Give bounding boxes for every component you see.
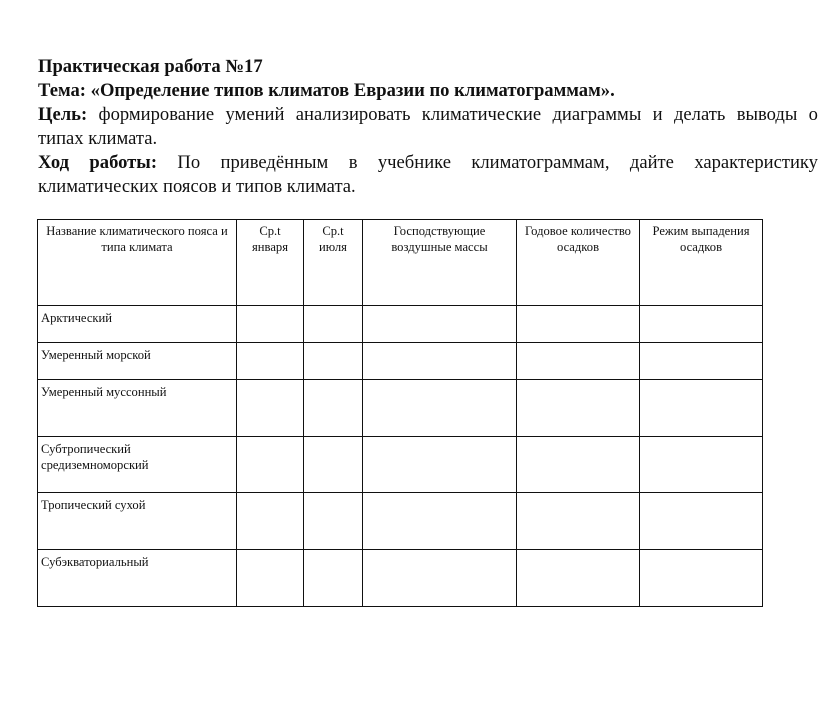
cell-jan[interactable]	[237, 343, 304, 380]
document-title: Практическая работа №17	[38, 56, 263, 77]
cell-regime[interactable]	[640, 343, 763, 380]
cell-air[interactable]	[363, 306, 517, 343]
climate-table	[37, 219, 763, 607]
cell-jan[interactable]	[237, 306, 304, 343]
goal-label: Цель:	[38, 104, 88, 125]
table-row	[38, 306, 763, 343]
cell-annual[interactable]	[517, 306, 640, 343]
cell-air[interactable]	[363, 437, 517, 493]
goal-text-1: формирование умений анализировать климатические диаграммы и делать выводы о	[98, 104, 818, 125]
table-row	[38, 343, 763, 380]
header-precip-regime: Режим выпадения осадков	[640, 220, 763, 306]
cell-regime[interactable]	[640, 380, 763, 437]
cell-jan[interactable]	[237, 380, 304, 437]
cell-annual[interactable]	[517, 380, 640, 437]
header-climate-name: Название климатического пояса и типа климата	[38, 220, 237, 306]
cell-air[interactable]	[363, 550, 517, 607]
row-name-subtropical-mediterranean: Субтропический средиземноморский	[38, 437, 237, 493]
progress-line-1	[38, 151, 818, 175]
table-header-row	[38, 220, 763, 306]
cell-regime[interactable]	[640, 550, 763, 607]
cell-jan[interactable]	[237, 437, 304, 493]
cell-jul[interactable]	[304, 306, 363, 343]
row-name-temperate-monsoon: Умеренный муссонный	[38, 380, 237, 437]
cell-jul[interactable]	[304, 550, 363, 607]
row-name-tropical-dry: Тропический сухой	[38, 493, 237, 550]
goal-line-1	[38, 103, 818, 127]
table-row	[38, 437, 763, 493]
cell-air[interactable]	[363, 380, 517, 437]
cell-jan[interactable]	[237, 493, 304, 550]
topic-line	[38, 79, 818, 103]
cell-jul[interactable]	[304, 343, 363, 380]
cell-jan[interactable]	[237, 550, 304, 607]
cell-regime[interactable]	[640, 437, 763, 493]
topic-text: «Определение типов климатов Евразии по климатограммам».	[90, 80, 615, 101]
progress-text-1: По приведённым в учебнике климатограммам, дайте характеристику	[177, 152, 818, 173]
goal-line-2: типах климата.	[38, 128, 158, 149]
table-row	[38, 493, 763, 550]
table-row	[38, 380, 763, 437]
cell-annual[interactable]	[517, 437, 640, 493]
cell-regime[interactable]	[640, 493, 763, 550]
header-jan-temp: Ср.t января	[237, 220, 304, 306]
cell-annual[interactable]	[517, 550, 640, 607]
progress-label: Ход работы:	[38, 152, 158, 173]
row-name-arctic: Арктический	[38, 306, 237, 343]
cell-annual[interactable]	[517, 343, 640, 380]
cell-jul[interactable]	[304, 437, 363, 493]
progress-line-2: климатических поясов и типов климата.	[38, 176, 356, 197]
table-row	[38, 550, 763, 607]
document-header	[38, 55, 818, 199]
row-name-temperate-marine: Умеренный морской	[38, 343, 237, 380]
cell-air[interactable]	[363, 493, 517, 550]
header-jul-temp: Ср.t июля	[304, 220, 363, 306]
header-air-masses: Господствующие воздушные массы	[363, 220, 517, 306]
header-annual-precip: Годовое количество осадков	[517, 220, 640, 306]
cell-regime[interactable]	[640, 306, 763, 343]
cell-air[interactable]	[363, 343, 517, 380]
cell-annual[interactable]	[517, 493, 640, 550]
topic-label: Тема:	[38, 80, 86, 101]
cell-jul[interactable]	[304, 493, 363, 550]
cell-jul[interactable]	[304, 380, 363, 437]
row-name-subequatorial: Субэкваториальный	[38, 550, 237, 607]
